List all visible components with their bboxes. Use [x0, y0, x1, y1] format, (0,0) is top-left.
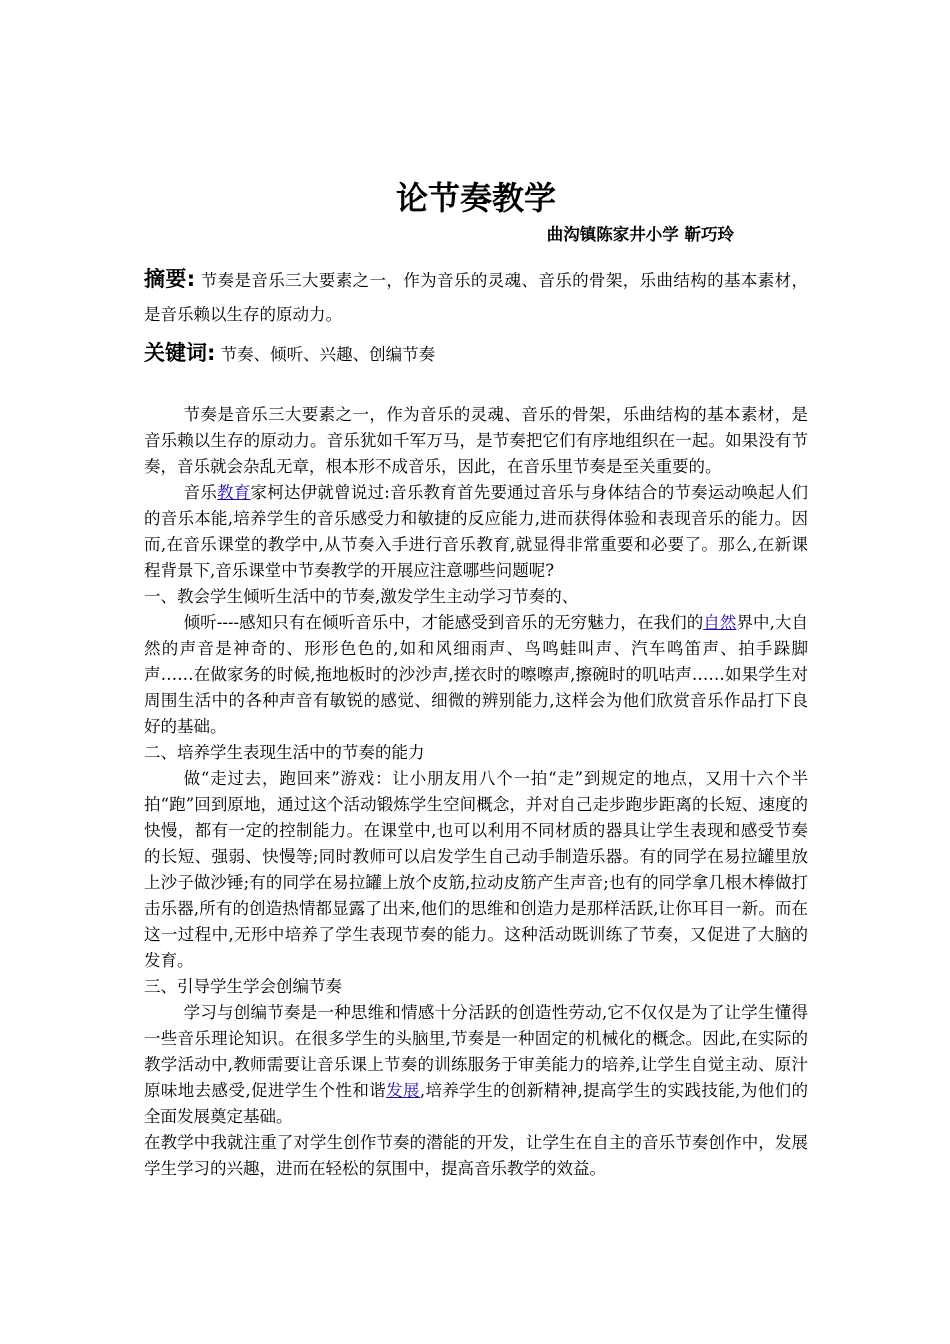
paragraph-4: 做“走过去，跑回来”游戏：让小朋友用八个一拍“走”到规定的地点，又用十六个半拍“跑”回到原地，通过这个活动锻炼学生空间概念，并对自己走步跑步距离的长短、速度的快慢，都有一定的控制能力。在课堂中,也可以利用不同材质的器具让学生表现和感受节奏的长短、强弱、快慢等;同时教师可以启发学生自己动手制造乐器。有的同学在易拉罐里放上沙子做沙锤;有的同学在易拉罐上放个皮筋,拉动皮筋产生声音;也有的同学拿几根木棒做打击乐器,所有的创造热情都显露了出来,他们的思维和创造力是那样活跃,让你耳目一新。而在这一过程中,无形中培养了学生表现节奏的能力。这种活动既训练了节奏，又促进了大脑的发育。: [144, 769, 808, 970]
keywords: [144, 336, 808, 372]
link-education[interactable]: 教育: [217, 483, 251, 502]
abstract-label: 摘要:: [144, 267, 196, 291]
document-body: [144, 402, 808, 1182]
paragraph-1: 节奏是音乐三大要素之一，作为音乐的灵魂、音乐的骨架，乐曲结构的基本素材，是音乐赖以生存的原动力。音乐犹如千军万马，是节奏把它们有序地组织在一起。如果没有节奏，音乐就会杂乱无章，根本形不成音乐，因此，在音乐里节奏是至关重要的。: [144, 405, 808, 476]
abstract-text: 节奏是音乐三大要素之一，作为音乐的灵魂、音乐的骨架，乐曲结构的基本素材，是音乐赖以生存的原动力。: [144, 271, 808, 324]
paragraph-2-text-b: 家柯达伊就曾说过:音乐教育首先要通过音乐与身体结合的节奏运动唤起人们的音乐本能,培养学生的音乐感受力和敏捷的反应能力,进而获得体验和表现音乐的能力。因而,在音乐课堂的教学中,从节奏入手进行音乐教育,就显得非常重要和必要了。那么,在新课程背景下,音乐课堂中节奏教学的开展应注意哪些问题呢?: [144, 483, 809, 580]
paragraph-6: 在教学中我就注重了对学生创作节奏的潜能的开发，让学生在自主的音乐节奏创作中，发展学生学习的兴趣，进而在轻松的氛围中，提高音乐教学的效益。: [144, 1133, 808, 1178]
paragraph-2-text-a: 音乐: [183, 483, 218, 502]
paragraph-3-text-b: 界中,大自然的声音是神奇的、形形色色的,如和风细雨声、鸟鸣蛙叫声、汽车鸣笛声、拍手跺脚声……在做家务的时候,拖地板时的沙沙声,搓衣时的嚓嚓声,擦碗时的叽咕声……如果学生对周围生活中的各种声音有敏锐的感觉、细微的辨别能力,这样会为他们欣赏音乐作品打下良好的基础。: [144, 613, 808, 736]
paragraph-5: [144, 1000, 808, 1130]
keywords-text: 节奏、倾听、兴趣、创编节奏: [215, 345, 436, 364]
author-line: 曲沟镇陈家井小学 靳巧玲: [546, 225, 734, 244]
section-heading-1: 一、教会学生倾听生活中的节奏,激发学生主动学习节奏的、: [144, 587, 579, 606]
link-development[interactable]: 发展: [386, 1081, 420, 1100]
link-nature[interactable]: 自然: [703, 613, 737, 632]
paragraph-5-text-b: ,培养学生的创新精神,提高学生的实践技能,为他们的全面发展奠定基础。: [144, 1081, 808, 1126]
abstract: [144, 262, 808, 332]
keywords-label: 关键词:: [144, 341, 216, 365]
section-heading-3: 三、引导学生学会创编节奏: [144, 977, 342, 996]
document-title: 论节奏教学: [395, 179, 556, 217]
document-page: [144, 174, 808, 1182]
section-heading-2: 二、培养学生表现生活中的节奏的能力: [144, 743, 425, 762]
paragraph-3: [144, 610, 808, 740]
paragraph-5-text-a: 学习与创编节奏是一种思维和情感十分活跃的创造性劳动,它不仅仅是为了让学生懂得一些音乐理论知识。在很多学生的头脑里,节奏是一种固定的机械化的概念。因此,在实际的教学活动中,教师需要让音乐课上节奏的训练服务于审美能力的培养,让学生自觉主动、原汁原味地去感受,促进学生个性和谐: [144, 1003, 808, 1100]
paragraph-2: [144, 480, 808, 584]
paragraph-3-text-a: 倾听----感知只有在倾听音乐中，才能感受到音乐的无穷魅力，在我们的: [183, 613, 704, 632]
